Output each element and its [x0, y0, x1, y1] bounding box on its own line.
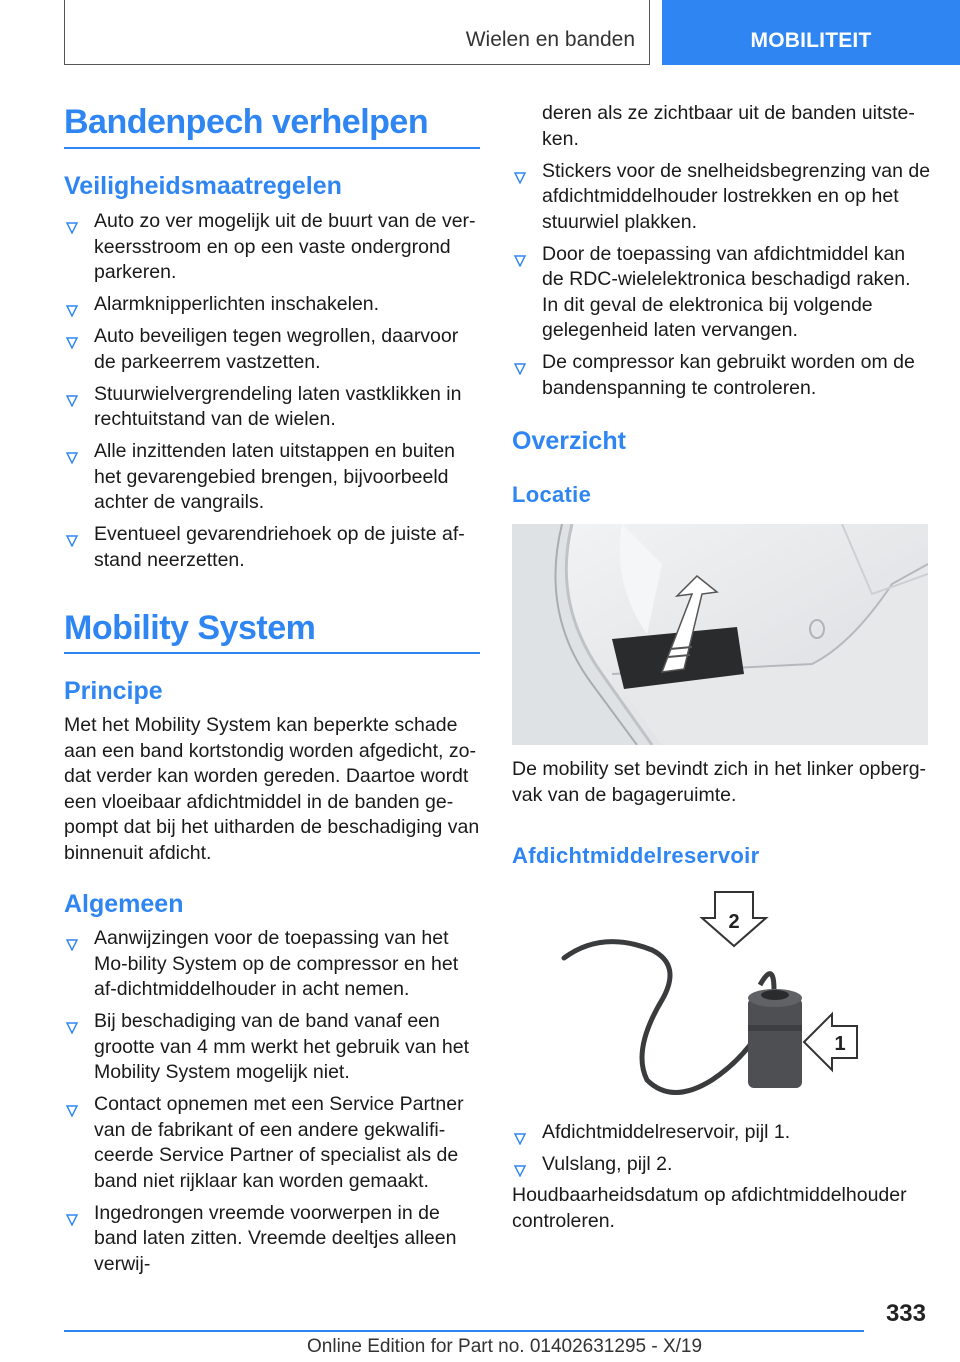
- general-list: [64, 926, 484, 1284]
- list-item-text: Door de toepassing van afdichtmiddel kan de RDC-wielelektronica beschadigd raken. In dit geval de elektronica bij volgende gelegenheid laten vervangen.: [542, 242, 911, 341]
- safety-heading: Veiligheidsmaatregelen: [64, 172, 342, 200]
- triangle-bullet-icon: [514, 357, 526, 369]
- triangle-bullet-icon: [66, 529, 78, 541]
- reservoir-text: Houdbaarheidsdatum op afdichtmiddelhouder controleren.: [512, 1184, 907, 1232]
- triangle-bullet-icon: [514, 249, 526, 261]
- sealant-reservoir-image: [512, 890, 928, 1100]
- list-item-text: Afdichtmiddelreservoir, pijl 1.: [542, 1121, 791, 1143]
- list-item-text: Auto zo ver mogelijk uit de buurt van de ver-keersstroom en op een vaste ondergrond parkeren.: [94, 210, 476, 283]
- list-item: [64, 1092, 484, 1194]
- list-item: [64, 382, 484, 433]
- list-item: [64, 926, 484, 1003]
- list-item: [512, 242, 932, 344]
- header-section-box: [64, 0, 650, 65]
- list-item-text: Vulslang, pijl 2.: [542, 1153, 673, 1175]
- location-text: De mobility set bevindt zich in het linker opberg-vak van de bagageruimte.: [512, 758, 927, 806]
- section-title: Mobility System: [64, 609, 316, 647]
- list-item: [64, 1201, 484, 1278]
- principle-text: Met het Mobility System kan beperkte schade aan een band kortstondig worden afgedicht, zo-dat verder kan worden gereden. Daartoe wordt een vloeibaar afdichtmiddel in de banden ge-pompt dat bij het uitharden de beschadiging van binnenuit afdicht.: [64, 714, 480, 864]
- overview-heading: Overzicht: [512, 427, 626, 455]
- list-item: [64, 292, 484, 318]
- page-title: Bandenpech verhelpen: [64, 103, 429, 141]
- list-item: [512, 101, 932, 152]
- location-heading: Locatie: [512, 482, 592, 507]
- list-item-text: Stuurwielvergrendeling laten vastklikken in rechtuitstand van de wielen.: [94, 382, 462, 430]
- triangle-bullet-icon: [66, 331, 78, 343]
- footer-edition: Online Edition for Part no. 01402631295 - X/19: [307, 1336, 703, 1357]
- triangle-bullet-icon: [514, 166, 526, 178]
- list-item-text: Contact opnemen met een Service Partner van de fabrikant of een andere gekwalifi-ceerde Service Partner of specialist als de band niet rijklaar kan worden gemaakt.: [94, 1093, 464, 1192]
- general-list-continued: [512, 101, 932, 408]
- list-item: [512, 1152, 932, 1178]
- list-item-text: Aanwijzingen voor de toepassing van het Mo-bility System op de compressor en het af-dichtmiddelhouder in acht nemen.: [94, 927, 459, 1000]
- section-divider: [64, 652, 480, 654]
- list-item-text: De compressor kan gebruikt worden om de bandenspanning te controleren.: [542, 351, 915, 399]
- title-divider: [64, 147, 480, 149]
- list-item: [64, 324, 484, 375]
- list-item-text: Ingedrongen vreemde voorwerpen in de band laten zitten. Vreemde deeltjes alleen verwij-: [94, 1201, 457, 1275]
- triangle-bullet-icon: [66, 216, 78, 228]
- triangle-bullet-icon: [66, 1016, 78, 1028]
- reservoir-list: [512, 1120, 932, 1184]
- header-section-title: Wielen en banden: [465, 28, 635, 51]
- arrow-2-label: 2: [728, 911, 740, 933]
- triangle-bullet-icon: [66, 389, 78, 401]
- list-item-text: Auto beveiligen tegen wegrollen, daarvoor de parkeerrem vastzetten.: [94, 325, 459, 373]
- triangle-bullet-icon: [66, 446, 78, 458]
- trunk-compartment-image: [512, 524, 928, 745]
- list-item-text: Bij beschadiging van de band vanaf een grootte van 4 mm werkt het gebruik van het Mobility System mogelijk niet.: [94, 1010, 470, 1083]
- principle-heading: Principe: [64, 677, 163, 705]
- header-chapter-tab[interactable]: [662, 0, 960, 65]
- triangle-bullet-icon: [514, 1127, 526, 1139]
- triangle-bullet-icon: [514, 1159, 526, 1171]
- list-item: [512, 350, 932, 401]
- list-item: [512, 1120, 932, 1146]
- list-item: [64, 439, 484, 516]
- list-item: [64, 522, 484, 573]
- general-heading: Algemeen: [64, 890, 184, 918]
- reservoir-heading: Afdichtmiddelreservoir: [512, 843, 760, 868]
- triangle-bullet-icon: [66, 933, 78, 945]
- list-item: [64, 209, 484, 286]
- triangle-bullet-icon: [66, 1208, 78, 1220]
- header-chapter-label: MOBILITEIT: [750, 28, 872, 52]
- list-item-text: Alle inzittenden laten uitstappen en buiten het gevarengebied brengen, bijvoorbeeld achter de vangrails.: [94, 440, 456, 513]
- list-item-text: deren als ze zichtbaar uit de banden uitste-ken.: [542, 102, 915, 150]
- triangle-bullet-icon: [66, 299, 78, 311]
- page-number: 333: [885, 1300, 926, 1327]
- list-item: [512, 159, 932, 236]
- safety-list: [64, 209, 484, 580]
- list-item-text: Eventueel gevarendriehoek op de juiste af-stand neerzetten.: [94, 523, 465, 571]
- list-item: [64, 1009, 484, 1086]
- list-item-text: Alarmknipperlichten inschakelen.: [94, 293, 380, 315]
- footer-divider: [64, 1330, 864, 1332]
- arrow-1-label: 1: [834, 1033, 846, 1055]
- list-item-text: Stickers voor de snelheidsbegrenzing van de afdichtmiddelhouder lostrekken en op het stuurwiel plakken.: [542, 159, 931, 233]
- triangle-bullet-icon: [66, 1099, 78, 1111]
